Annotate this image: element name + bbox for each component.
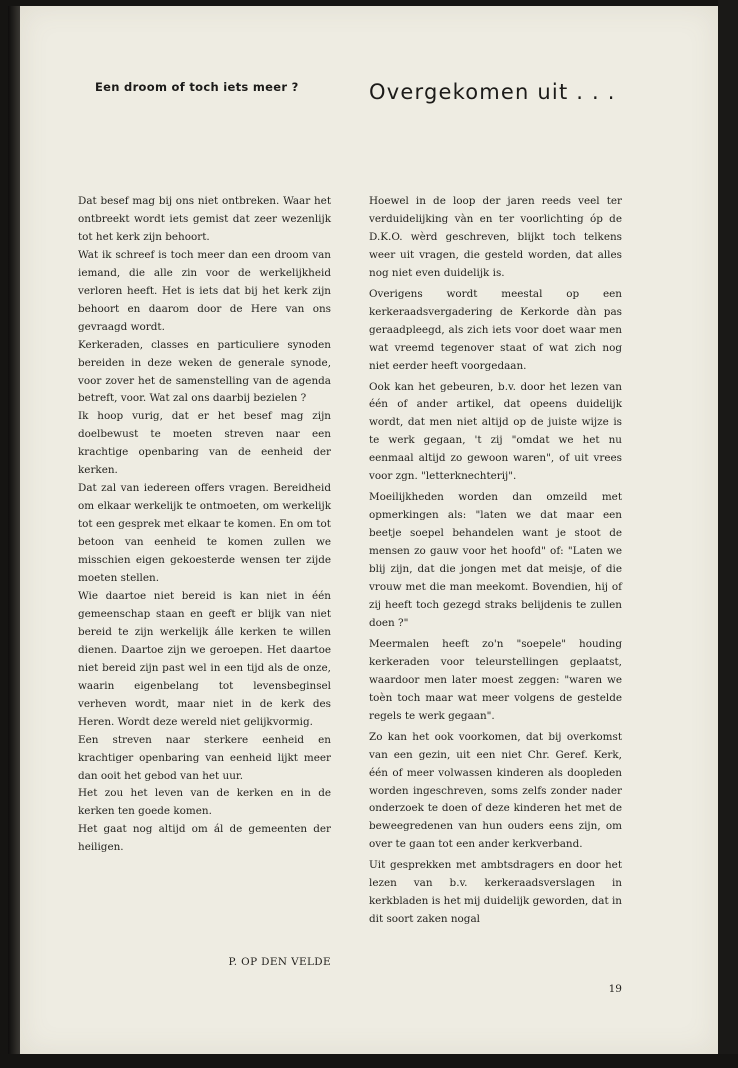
left-paragraph-1: Dat besef mag bij ons niet ontbreken. Waar het ontbreekt wordt iets gemist dat zeer wezenlijk tot het kerk zijn behoort. — [78, 195, 331, 243]
right-paragraph-2: Overigens wordt meestal op een kerkeraadsvergadering de Kerkorde dàn pas geraadpleegd, als zich iets voor doet waar men wat vreemd tegenover staat of wat zich nog niet eerder heeft voorgedaan. — [369, 287, 622, 372]
book-binding-shadow — [8, 0, 20, 1068]
left-column — [78, 193, 331, 857]
left-paragraph-7: Een streven naar sterkere eenheid en krachtiger openbaring van eenheid lijkt meer dan ooit het gebod van het uur. — [78, 733, 331, 782]
author-signature: P. OP DEN VELDE — [228, 956, 331, 968]
left-paragraph-6: Wie daartoe niet bereid is kan niet in één gemeenschap staan en geeft er blijk van niet bereid te zijn werkelijk álle kerken te willen dienen. Daartoe zijn we geroepen. Het daartoe niet bereid zijn past wel in een tijd als de onze, waarin eigenbelang tot levensbeginsel verheven wordt, maar niet in de kerk des Heren. Wordt deze wereld niet gelijkvormig. — [78, 589, 331, 728]
right-paragraph-5: Meermalen heeft zo'n "soepele" houding kerkeraden voor teleurstellingen geplaatst, waardoor men later moest zeggen: "waren we toèn toch maar wat meer volgens de gestelde regels te werk gegaan". — [369, 637, 622, 722]
left-paragraph-8: Het zou het leven van de kerken en in de kerken ten goede komen. — [78, 787, 331, 818]
right-paragraph-1: Hoewel in de loop der jaren reeds veel ter verduidelijking vàn en ter voorlichting óp de D.K.O. wèrd geschreven, blijkt toch telkens weer uit vragen, die gesteld worden, dat alles nog niet even duidelijk is. — [369, 195, 622, 279]
left-paragraph-2: Wat ik schreef is toch meer dan een droom van iemand, die alle zin voor de werkelijkheid verloren heeft. Het is iets dat bij het kerk zijn behoort en daarom door de Here van ons gevraagd wordt. — [78, 248, 331, 333]
right-paragraph-4: Moeilijkheden worden dan omzeild met opmerkingen als: "laten we dat maar een beetje soepel behandelen want je stoot de mensen zo gauw voor het hoofd" of: "Laten we blij zijn, dat die jongen met dat meisje, of die vrouw met die man meekomt. Bovendien, hij of zij heeft toch gezegd straks belijdenis te zullen doen ?" — [369, 491, 622, 629]
right-article-title: Overgekomen uit . . . — [369, 80, 616, 104]
scan-border-bottom — [0, 1054, 738, 1068]
left-paragraph-3: Kerkeraden, classes en particuliere synoden bereiden in deze weken de generale synode, voor zover het de samenstelling van de agenda betreft, voor. Wat zal ons daarbij bezielen ? — [78, 338, 331, 405]
left-paragraph-9: Het gaat nog altijd om ál de gemeenten der heiligen. — [78, 823, 331, 854]
right-paragraph-6: Zo kan het ook voorkomen, dat bij overkomst van een gezin, uit een niet Chr. Geref. Kerk, één of meer volwassen kinderen als doopleden worden ingeschreven, soms zelfs zonder nader onderzoek te doen of deze kinderen het met de beweegredenen van hun ouders eens zijn, om over te gaan tot een ander kerkverband. — [369, 730, 622, 851]
left-paragraph-4: Ik hoop vurig, dat er het besef mag zijn doelbewust te moeten streven naar een krachtige openbaring van de eenheid der kerken. — [78, 410, 331, 477]
right-paragraph-3: Ook kan het gebeuren, b.v. door het lezen van één of ander artikel, dat opeens duidelijk wordt, dat men niet altijd op de juiste wijze is te werk gegaan, 't zij "omdat we het nu eenmaal altijd zo gewoon waren", of uit vrees voor zgn. "letterknechterij". — [369, 380, 622, 483]
right-column — [369, 193, 622, 929]
left-paragraph-5: Dat zal van iedereen offers vragen. Bereidheid om elkaar werkelijk te ontmoeten, om werkelijk tot een gesprek met elkaar te komen. En om tot betoon van eenheid te komen zullen we misschien eigen gekoesterde wensen ter zijde moeten stellen. — [78, 482, 331, 585]
right-paragraph-7: Uit gesprekken met ambtsdragers en door het lezen van b.v. kerkeraadsverslagen in kerkbladen is het mij duidelijk geworden, dat in dit soort zaken nogal — [369, 859, 622, 926]
left-article-title: Een droom of toch iets meer ? — [95, 80, 299, 94]
scan-border-right — [718, 0, 738, 1068]
page-number: 19 — [608, 983, 622, 995]
